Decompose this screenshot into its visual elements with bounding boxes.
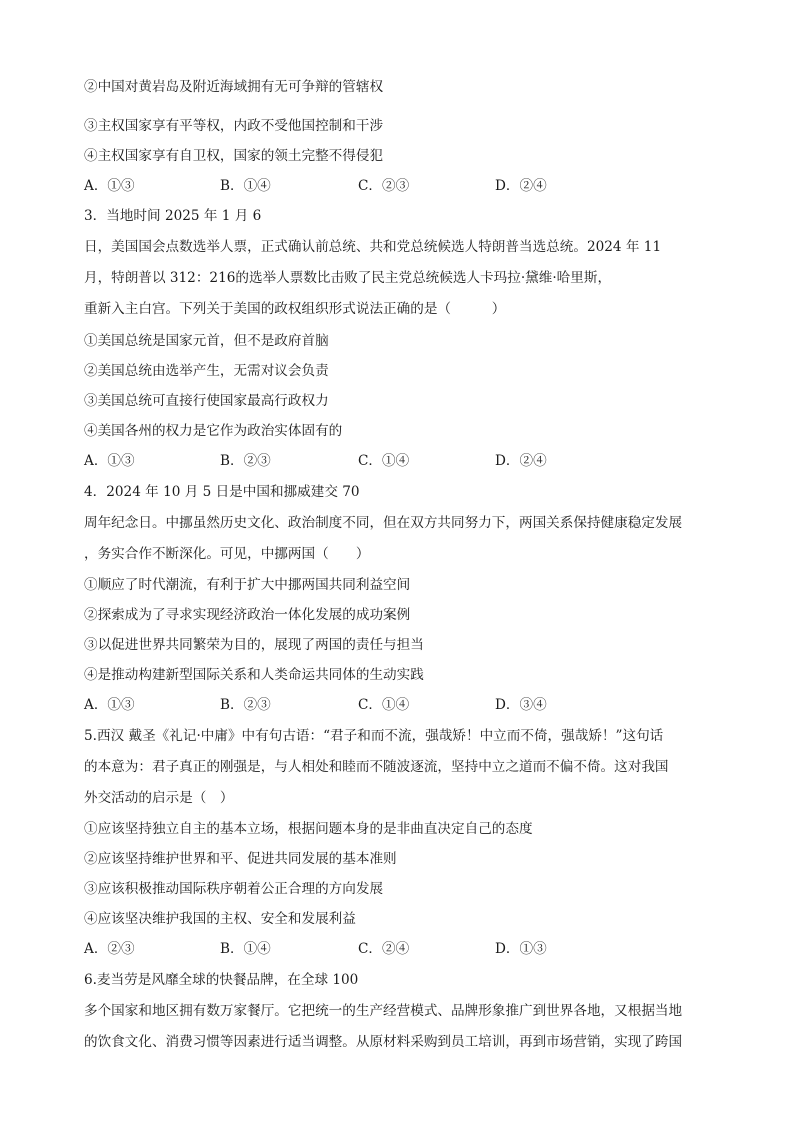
q5-option-b: B．①④ [220,941,271,957]
q4-item-3: ③以促进世界共同繁荣为目的，展现了两国的责任与担当 [84,637,424,653]
q5-option-d: D．①③ [495,941,547,957]
q5-options [84,939,644,959]
q2-options [84,176,644,196]
q2-option-d: D．②④ [495,178,547,194]
q2-option-b: B．①④ [220,178,271,194]
q6-stem-line-2: 多个国家和地区拥有数万家餐厅。它把统一的生产经营模式、品牌形象推广到世界各地，又根据当地 [84,1003,683,1019]
q2-item-3: ③主权国家享有平等权，内政不受他国控制和干涉 [84,118,384,134]
q5-stem-line-1: 5.西汉 戴圣《礼记·中庸》中有句古语：“君子和而不流，强哉矫！中立而不倚，强哉矫！”这句话 [84,728,664,744]
q2-item-4: ④主权国家享有自卫权，国家的领土完整不得侵犯 [84,148,384,164]
q4-stem-line-3: ，务实合作不断深化。可见，中挪两国（ ） [84,546,370,562]
q4-stem-line-1: 4．2024 年 10 月 5 日是中国和挪威建交 70 [84,484,360,500]
q5-item-2: ②应该坚持维护世界和平、促进共同发展的基本准则 [84,851,397,867]
q3-option-b: B．②③ [220,453,271,469]
q4-item-1: ①顺应了时代潮流，有利于扩大中挪两国共同利益空间 [84,577,411,593]
q4-stem-line-2: 周年纪念日。中挪虽然历史文化、政治制度不同，但在双方共同努力下，两国关系保持健康稳定发展 [84,515,683,531]
q3-option-d: D．②④ [495,453,547,469]
q4-option-b: B．②③ [220,697,271,713]
q4-item-4: ④是推动构建新型国际关系和人类命运共同体的生动实践 [84,667,424,683]
q3-stem-line-3: 月，特朗普以 312：216的选举人票数比击败了民主党总统候选人卡玛拉·黛维·哈里斯， [84,270,612,286]
q4-options [84,695,644,715]
q3-stem-line-4: 重新入主白宫。下列关于美国的政权组织形式说法正确的是（ ） [84,301,506,317]
q3-options [84,451,644,471]
q5-item-1: ①应该坚持独立自主的基本立场，根据问题本身的是非曲直决定自己的态度 [84,821,533,837]
q2-option-c: C．②③ [358,178,410,194]
q2-option-a: A．①③ [84,178,135,194]
q4-option-c: C．①④ [358,697,410,713]
q4-option-d: D．③④ [495,697,547,713]
q6-stem-line-1: 6.麦当劳是风靡全球的快餐品牌，在全球 100 [84,972,359,988]
q5-stem-line-3: 外交活动的启示是（ ） [84,790,234,806]
q5-item-3: ③应该积极推动国际秩序朝着公正合理的方向发展 [84,881,384,897]
q3-option-c: C．①④ [358,453,410,469]
q3-item-3: ③美国总统可直接行使国家最高行政权力 [84,393,329,409]
q4-item-2: ②探索成为了寻求实现经济政治一体化发展的成功案例 [84,607,411,623]
q5-stem-line-2: 的本意为：君子真正的刚强是，与人相处和睦而不随波逐流，坚持中立之道而不偏不倚。这对我国 [84,759,669,775]
q3-item-1: ①美国总统是国家元首，但不是政府首脑 [84,333,329,349]
q2-item-2: ②中国对黄岩岛及附近海域拥有无可争辩的管辖权 [84,79,384,95]
q3-stem-line-2: 日，美国国会点数选举人票，正式确认前总统、共和党总统候选人特朗普当选总统。2024 年 11 [84,239,662,255]
q4-option-a: A．①③ [84,697,135,713]
q3-item-2: ②美国总统由选举产生，无需对议会负责 [84,363,329,379]
q5-option-a: A．②③ [84,941,135,957]
q6-stem-line-3: 的饮食文化、消费习惯等因素进行适当调整。从原材料采购到员工培训，再到市场营销，实现了跨国 [84,1034,683,1050]
q3-option-a: A．①③ [84,453,135,469]
q3-item-4: ④美国各州的权力是它作为政治实体固有的 [84,423,343,439]
q5-item-4: ④应该坚决维护我国的主权、安全和发展利益 [84,911,356,927]
q3-stem-line-1: 3．当地时间 2025 年 1 月 6 [84,208,262,224]
q5-option-c: C．②④ [358,941,410,957]
